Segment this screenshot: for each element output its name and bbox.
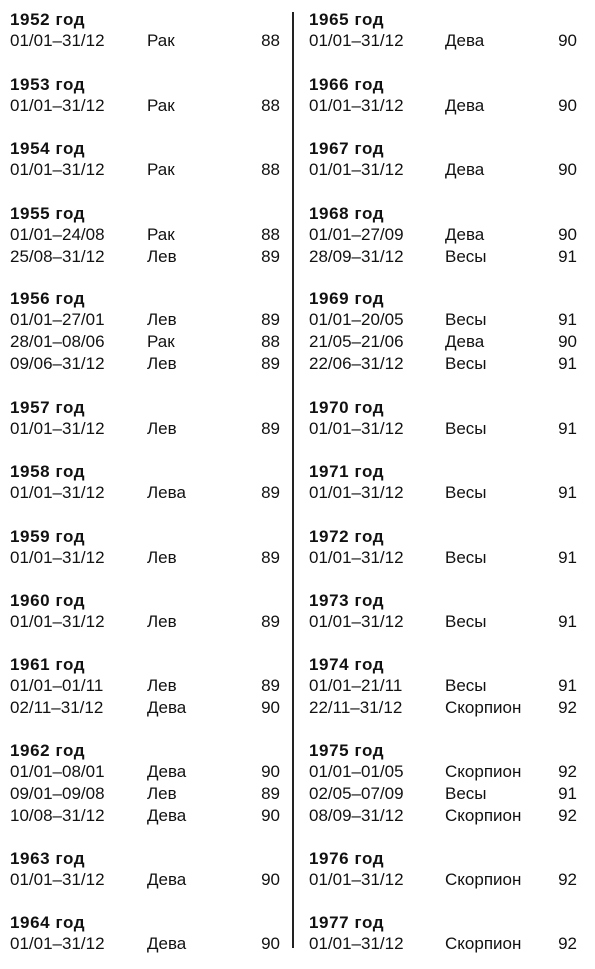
sign-number: 92 (558, 806, 577, 825)
date-range-row (10, 95, 280, 117)
date-range-row (10, 675, 280, 697)
sign-number: 89 (261, 483, 280, 502)
zodiac-sign: Весы (445, 612, 487, 631)
zodiac-sign: Дева (147, 806, 187, 825)
zodiac-sign: Дева (445, 225, 485, 244)
date-range-row (309, 418, 577, 440)
zodiac-sign: Рак (147, 31, 175, 50)
date-range: 22/06–31/12 (309, 354, 404, 373)
sign-number: 90 (261, 762, 280, 781)
year-heading: 1966 год (309, 75, 385, 94)
date-range: 25/08–31/12 (10, 247, 105, 266)
date-range: 01/01–31/12 (309, 160, 404, 179)
zodiac-sign: Дева (445, 31, 485, 50)
year-heading: 1975 год (309, 741, 385, 760)
date-range: 01/01–08/01 (10, 762, 105, 781)
sign-number: 90 (261, 934, 280, 953)
zodiac-sign: Дева (445, 332, 485, 351)
sign-number: 91 (558, 676, 577, 695)
sign-number: 89 (261, 247, 280, 266)
year-heading: 1972 год (309, 527, 385, 546)
date-range-row (10, 331, 280, 353)
zodiac-sign: Дева (147, 762, 187, 781)
date-range-row (309, 697, 577, 719)
date-range-row (10, 697, 280, 719)
date-range-row (309, 805, 577, 827)
date-range: 01/01–31/12 (309, 96, 404, 115)
date-range: 01/01–27/01 (10, 310, 105, 329)
date-range: 09/06–31/12 (10, 354, 105, 373)
year-heading: 1959 год (10, 527, 86, 546)
date-range-row (309, 331, 577, 353)
zodiac-sign: Скорпион (445, 934, 522, 953)
sign-number: 90 (261, 698, 280, 717)
sign-number: 91 (558, 483, 577, 502)
date-range: 28/01–08/06 (10, 332, 105, 351)
zodiac-sign: Скорпион (445, 698, 522, 717)
year-heading: 1968 год (309, 204, 385, 223)
sign-number: 89 (261, 784, 280, 803)
zodiac-sign: Дева (445, 96, 485, 115)
date-range: 01/01–31/12 (10, 870, 105, 889)
zodiac-sign: Весы (445, 310, 487, 329)
sign-number: 92 (558, 762, 577, 781)
year-heading: 1967 год (309, 139, 385, 158)
zodiac-sign: Скорпион (445, 762, 522, 781)
date-range: 01/01–31/12 (10, 612, 105, 631)
zodiac-sign: Лев (147, 354, 177, 373)
zodiac-sign: Скорпион (445, 806, 522, 825)
date-range-row (309, 933, 577, 955)
year-heading: 1953 год (10, 75, 86, 94)
date-range: 01/01–27/09 (309, 225, 404, 244)
date-range: 01/01–31/12 (309, 483, 404, 502)
date-range-row (10, 309, 280, 331)
date-range: 22/11–31/12 (309, 698, 403, 717)
sign-number: 90 (261, 806, 280, 825)
zodiac-sign: Дева (147, 870, 187, 889)
date-range-row (10, 611, 280, 633)
date-range: 02/05–07/09 (309, 784, 404, 803)
year-heading: 1963 год (10, 849, 86, 868)
sign-number: 91 (558, 784, 577, 803)
sign-number: 91 (558, 354, 577, 373)
sign-number: 91 (558, 419, 577, 438)
sign-number: 92 (558, 698, 577, 717)
date-range-row (309, 246, 577, 268)
date-range-row (10, 761, 280, 783)
sign-number: 89 (261, 548, 280, 567)
year-heading: 1956 год (10, 289, 86, 308)
date-range-row (309, 30, 577, 52)
date-range-row (10, 482, 280, 504)
sign-number: 91 (558, 612, 577, 631)
zodiac-sign: Рак (147, 225, 175, 244)
date-range-row (10, 246, 280, 268)
date-range: 01/01–31/12 (10, 31, 105, 50)
date-range: 01/01–31/12 (10, 160, 105, 179)
sign-number: 88 (261, 160, 280, 179)
date-range: 28/09–31/12 (309, 247, 404, 266)
date-range: 01/01–20/05 (309, 310, 404, 329)
zodiac-sign: Рак (147, 96, 175, 115)
zodiac-sign: Лев (147, 247, 177, 266)
sign-number: 88 (261, 225, 280, 244)
year-heading: 1970 год (309, 398, 385, 417)
date-range: 01/01–01/05 (309, 762, 404, 781)
zodiac-sign: Дева (445, 160, 485, 179)
year-heading: 1969 год (309, 289, 385, 308)
sign-number: 92 (558, 934, 577, 953)
sign-number: 90 (558, 160, 577, 179)
year-heading: 1976 год (309, 849, 385, 868)
sign-number: 89 (261, 310, 280, 329)
zodiac-sign: Весы (445, 354, 487, 373)
date-range-row (10, 547, 280, 569)
date-range-row (10, 30, 280, 52)
date-range: 01/01–01/11 (10, 676, 104, 695)
zodiac-sign: Рак (147, 160, 175, 179)
date-range-row (309, 224, 577, 246)
date-range: 01/01–31/12 (309, 934, 404, 953)
zodiac-sign: Лева (147, 483, 186, 502)
zodiac-sign: Дева (147, 698, 187, 717)
year-heading: 1964 год (10, 913, 86, 932)
sign-number: 90 (558, 225, 577, 244)
sign-number: 90 (558, 332, 577, 351)
year-heading: 1973 год (309, 591, 385, 610)
date-range-row (10, 805, 280, 827)
sign-number: 88 (261, 96, 280, 115)
date-range-row (10, 418, 280, 440)
sign-number: 91 (558, 247, 577, 266)
date-range: 01/01–21/11 (309, 676, 403, 695)
date-range-row (10, 933, 280, 955)
date-range: 01/01–31/12 (10, 548, 105, 567)
zodiac-sign: Весы (445, 784, 487, 803)
date-range: 01/01–31/12 (10, 96, 105, 115)
date-range-row (309, 611, 577, 633)
year-heading: 1974 год (309, 655, 385, 674)
date-range: 01/01–31/12 (10, 934, 105, 953)
date-range: 09/01–09/08 (10, 784, 105, 803)
sign-number: 89 (261, 676, 280, 695)
year-heading: 1960 год (10, 591, 86, 610)
date-range-row (309, 309, 577, 331)
sign-number: 89 (261, 354, 280, 373)
date-range-row (309, 783, 577, 805)
date-range-row (309, 159, 577, 181)
date-range-row (309, 95, 577, 117)
date-range-row (10, 159, 280, 181)
date-range: 10/08–31/12 (10, 806, 105, 825)
date-range: 01/01–31/12 (10, 483, 105, 502)
year-heading: 1954 год (10, 139, 86, 158)
date-range-row (309, 869, 577, 891)
date-range-row (309, 547, 577, 569)
year-heading: 1955 год (10, 204, 86, 223)
date-range-row (10, 783, 280, 805)
zodiac-sign: Лев (147, 784, 177, 803)
sign-number: 89 (261, 419, 280, 438)
zodiac-sign: Лев (147, 612, 177, 631)
date-range: 01/01–31/12 (309, 612, 404, 631)
zodiac-sign: Лев (147, 310, 177, 329)
sign-number: 91 (558, 310, 577, 329)
date-range: 01/01–31/12 (309, 548, 404, 567)
year-heading: 1957 год (10, 398, 86, 417)
year-heading: 1971 год (309, 462, 385, 481)
zodiac-sign: Весы (445, 548, 487, 567)
date-range: 08/09–31/12 (309, 806, 404, 825)
date-range-row (309, 675, 577, 697)
date-range-row (309, 482, 577, 504)
year-heading: 1958 год (10, 462, 86, 481)
sign-number: 90 (558, 96, 577, 115)
zodiac-sign: Весы (445, 483, 487, 502)
year-heading: 1961 год (10, 655, 86, 674)
date-range-row (309, 761, 577, 783)
sign-number: 92 (558, 870, 577, 889)
date-range: 01/01–31/12 (309, 419, 404, 438)
date-range: 01/01–31/12 (10, 419, 105, 438)
date-range: 01/01–31/12 (309, 870, 404, 889)
date-range-row (10, 224, 280, 246)
year-heading: 1965 год (309, 10, 385, 29)
date-range-row (10, 869, 280, 891)
date-range: 01/01–24/08 (10, 225, 105, 244)
zodiac-sign: Лев (147, 419, 177, 438)
zodiac-sign: Дева (147, 934, 187, 953)
sign-number: 91 (558, 548, 577, 567)
year-heading: 1962 год (10, 741, 86, 760)
date-range: 01/01–31/12 (309, 31, 404, 50)
zodiac-sign: Весы (445, 676, 487, 695)
year-heading: 1952 год (10, 10, 86, 29)
zodiac-sign: Рак (147, 332, 175, 351)
column-divider (292, 12, 294, 948)
zodiac-sign: Лев (147, 676, 177, 695)
zodiac-sign: Весы (445, 419, 487, 438)
date-range: 02/11–31/12 (10, 698, 104, 717)
sign-number: 88 (261, 332, 280, 351)
zodiac-sign: Весы (445, 247, 487, 266)
date-range: 21/05–21/06 (309, 332, 404, 351)
zodiac-sign: Лев (147, 548, 177, 567)
sign-number: 90 (558, 31, 577, 50)
sign-number: 89 (261, 612, 280, 631)
zodiac-sign: Скорпион (445, 870, 522, 889)
date-range-row (10, 353, 280, 375)
year-heading: 1977 год (309, 913, 385, 932)
date-range-row (309, 353, 577, 375)
sign-number: 90 (261, 870, 280, 889)
sign-number: 88 (261, 31, 280, 50)
